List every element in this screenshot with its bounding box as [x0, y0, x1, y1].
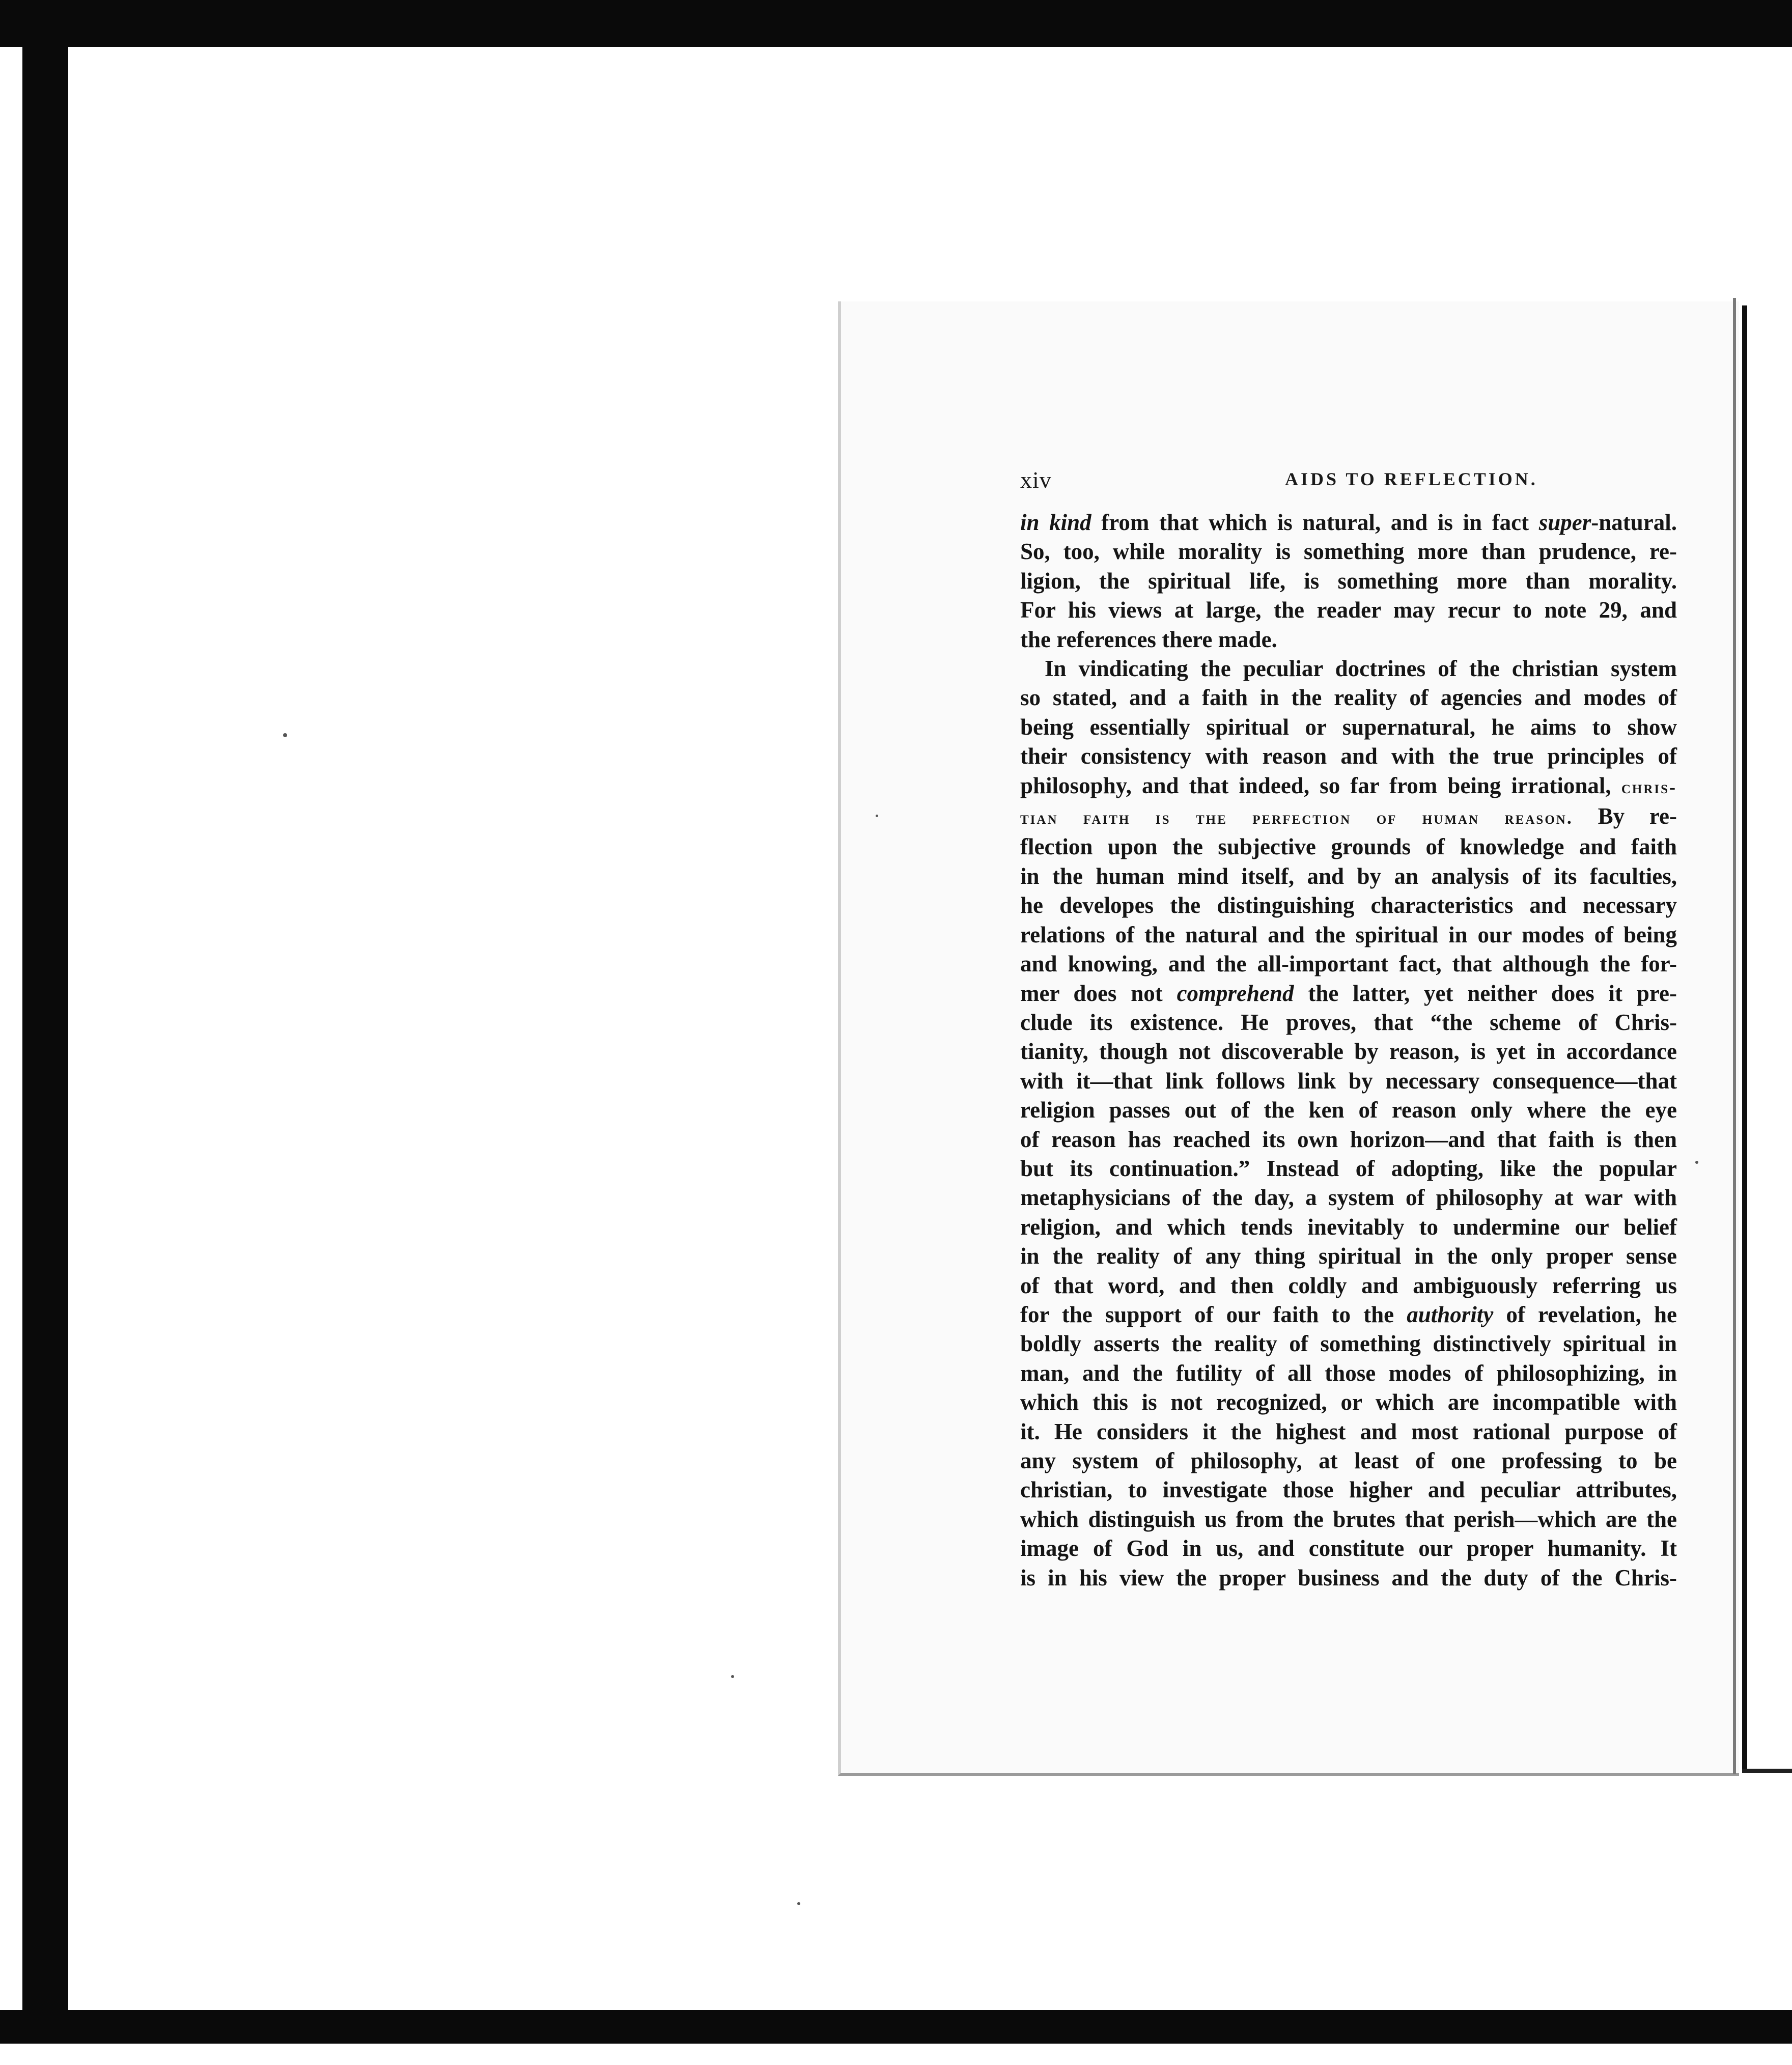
scan-speck: [283, 733, 287, 737]
body-text: [1020, 508, 1677, 1593]
scan-speck: [876, 815, 878, 817]
text-line: is in his view the proper business and the duty of the Chris-: [1020, 1565, 1677, 1590]
text-line: of that word, and then coldly and ambiguously referring us: [1020, 1272, 1677, 1298]
text-line: any system of philosophy, at least of one professing to be: [1020, 1448, 1677, 1473]
facing-page-edge: [1742, 305, 1747, 1772]
text-line: tianity, though not discoverable by reason, is yet in accordance: [1020, 1039, 1677, 1065]
scan-border-top: [0, 0, 1792, 47]
text-line: it. He considers it the highest and most rational purpose of: [1020, 1418, 1677, 1444]
text-line: man, and the futility of all those modes of philosophizing, in: [1020, 1360, 1677, 1386]
text-line: with it—that link follows link by necessary consequence—that: [1020, 1068, 1677, 1094]
text-line: tian faith is the perfection of human reason. By re-: [1020, 803, 1677, 829]
text-line: clude its existence. He proves, that “the scheme of Chris-: [1020, 1009, 1677, 1035]
scan-speck: [731, 1675, 734, 1678]
text-line: so stated, and a faith in the reality of agencies and modes of: [1020, 685, 1677, 711]
scan-border-left: [22, 0, 68, 2065]
text-line: philosophy, and that indeed, so far from being irrational, chris-: [1020, 772, 1677, 798]
facing-page-bottom-edge: [1742, 1769, 1792, 1773]
text-line: So, too, while morality is something more than prudence, re-: [1020, 539, 1677, 565]
page-edge-right: [1733, 298, 1736, 1774]
text-line: mer does not comprehend the latter, yet neither does it pre-: [1020, 980, 1677, 1006]
text-line: which distinguish us from the brutes that perish—which are the: [1020, 1506, 1677, 1532]
text-line: religion, and which tends inevitably to undermine our belief: [1020, 1214, 1677, 1240]
scan-speck: [1695, 1161, 1698, 1164]
scan-border-bottom: [0, 2010, 1792, 2044]
scan-border-gap: [0, 2044, 1792, 2065]
text-line: metaphysicians of the day, a system of philosophy at war with: [1020, 1185, 1677, 1211]
text-line: the references there made.: [1020, 626, 1277, 652]
text-line: in kind from that which is natural, and is in fact super-natural.: [1020, 510, 1677, 535]
text-line: flection upon the subjective grounds of knowledge and faith: [1020, 834, 1677, 860]
running-head: AIDS TO REFLECTION.: [1285, 469, 1538, 489]
scan-speck: [797, 1902, 800, 1905]
text-line: in the human mind itself, and by an analysis of its faculties,: [1020, 863, 1677, 889]
text-line: religion passes out of the ken of reason only where the eye: [1020, 1097, 1677, 1123]
text-line: christian, to investigate those higher and peculiar attributes,: [1020, 1477, 1677, 1503]
text-line: but its continuation.” Instead of adopting, like the popular: [1020, 1155, 1677, 1181]
text-line: in the reality of any thing spiritual in the only proper sense: [1020, 1243, 1677, 1269]
text-line: being essentially spiritual or supernatural, he aims to show: [1020, 714, 1677, 740]
page-header: [1020, 466, 1677, 497]
text-line: he developes the distinguishing characteristics and necessary: [1020, 892, 1677, 918]
text-line: boldly asserts the reality of something distinctively spiritual in: [1020, 1331, 1677, 1357]
scan-edge: [0, 0, 7, 2065]
text-line: image of God in us, and constitute our proper humanity. It: [1020, 1536, 1677, 1561]
text-line: relations of the natural and the spiritual in our modes of being: [1020, 922, 1677, 947]
text-line: of reason has reached its own horizon—and that faith is then: [1020, 1126, 1677, 1152]
text-line: their consistency with reason and with the true principles of: [1020, 743, 1677, 769]
text-line: In vindicating the peculiar doctrines of the christian system: [1045, 656, 1677, 682]
text-line: For his views at large, the reader may recur to note 29, and: [1020, 597, 1677, 623]
text-line: for the support of our faith to the authority of revelation, he: [1020, 1301, 1677, 1327]
text-line: and knowing, and the all-important fact, that although the for-: [1020, 951, 1677, 977]
page-number: xiv: [1020, 467, 1052, 493]
text-line: which this is not recognized, or which are incompatible with: [1020, 1389, 1677, 1415]
text-line: ligion, the spiritual life, is something more than morality.: [1020, 568, 1677, 594]
